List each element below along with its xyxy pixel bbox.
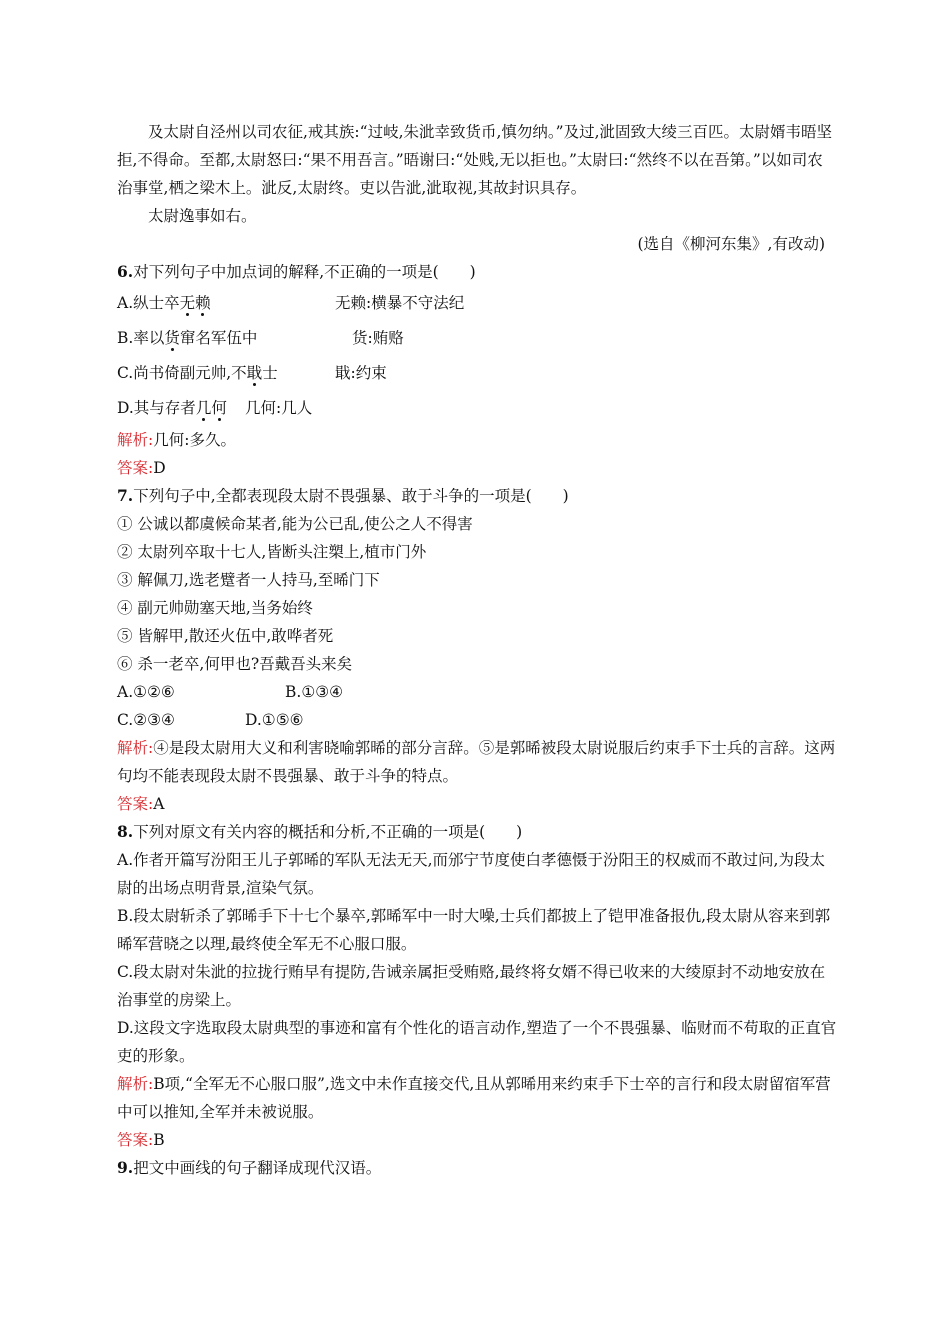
q6-option-b-dotted	[164, 329, 180, 347]
q6-answer-label: 答案:	[117, 459, 154, 477]
q6-option-a-text: A.纵士卒	[117, 294, 180, 312]
q6-analysis-label: 解析:	[117, 431, 154, 449]
q7-analysis-label: 解析:	[117, 739, 154, 757]
q8-analysis-text: B项,“全军无不心服口服”,选文中未作直接交代,且从郭晞用来约束手下士卒的言行和段太尉留宿军营中可以推知,全军并未被说服。	[117, 1075, 831, 1121]
q6-option-b	[117, 321, 837, 356]
q6-option-d-dotted	[196, 399, 227, 417]
q6-option-d	[117, 391, 837, 426]
q6-analysis	[117, 426, 837, 454]
q7-answer	[117, 790, 837, 818]
q6-analysis-text: 几何:多久。	[153, 431, 236, 449]
q8-answer-value: B	[153, 1131, 165, 1149]
q6-option-c	[117, 356, 837, 391]
q7-analysis	[117, 734, 837, 790]
q6-answer	[117, 454, 837, 482]
document-page	[117, 118, 837, 1182]
q7-options-cd	[117, 706, 837, 734]
q7-item-5: ⑤ 皆解甲,散还火伍中,敢哗者死	[117, 627, 334, 645]
q7-option-c: C.②③④	[117, 711, 175, 729]
q6-option-d-gloss: 几何:几人	[245, 399, 313, 417]
question-7-text: 下列句子中,全都表现段太尉不畏强暴、敢于斗争的一项是( )	[133, 487, 569, 505]
q6-option-b-gloss: 货:贿赂	[352, 329, 404, 347]
q7-answer-value: A	[153, 795, 165, 813]
question-9-number: 9.	[117, 1158, 134, 1177]
q6-option-c-post: 士	[262, 364, 278, 382]
emphasis-dot-char: 戢	[246, 364, 263, 382]
q7-item-4: ④ 副元帅勋塞天地,当务始终	[117, 599, 313, 617]
question-6-number: 6.	[117, 262, 134, 281]
emphasis-dot-char: 几	[195, 399, 212, 417]
q6-option-b-post: 窜名军伍中	[179, 329, 258, 347]
q6-option-d-text: D.其与存者	[117, 399, 196, 417]
q7-item-1: ① 公诚以都虞候命某者,能为公已乱,使公之人不得害	[117, 515, 473, 533]
question-6-text: 对下列句子中加点词的解释,不正确的一项是( )	[133, 263, 476, 281]
emphasis-dot-char: 无	[179, 294, 196, 312]
q7-option-a: A.①②⑥	[117, 683, 175, 701]
q8-option-b: B.段太尉斩杀了郭晞手下十七个暴卒,郭晞军中一时大噪,士兵们都披上了铠甲准备报仇,段太尉从容来到郭晞军营晓之以理,最终使全军无不心服口服。	[117, 907, 831, 953]
q8-analysis-label: 解析:	[117, 1075, 154, 1093]
q6-option-a	[117, 286, 837, 321]
question-8-stem	[117, 818, 837, 846]
q6-option-a-gloss: 无赖:横暴不守法纪	[335, 294, 465, 312]
passage-paragraph-1: 及太尉自泾州以司农征,戒其族:“过岐,朱泚幸致货币,慎勿纳。”及过,泚固致大绫三百匹。太尉婿韦晤坚拒,不得命。至都,太尉怒曰:“果不用吾言。”晤谢曰:“处贱,无以拒也。”太尉曰:“然终不以在吾第。”以如司农治事堂,栖之梁木上。泚反,太尉终。吏以告泚,泚取视,其故封识具存。	[117, 123, 833, 197]
q6-option-a-dotted	[180, 294, 211, 312]
q7-option-d: D.①⑤⑥	[245, 711, 304, 729]
q7-item-3: ③ 解佩刀,选老躄者一人持马,至晞门下	[117, 571, 380, 589]
emphasis-dot-char: 赖	[195, 294, 211, 312]
q8-option-c: C.段太尉对朱泚的拉拢行贿早有提防,告诫亲属拒受贿赂,最终将女婿不得已收来的大绫原封不动地安放在治事堂的房梁上。	[117, 963, 826, 1009]
q8-analysis	[117, 1070, 837, 1126]
passage-source: (选自《柳河东集》,有改动)	[637, 235, 825, 253]
q7-option-b: B.①③④	[285, 683, 344, 701]
question-9-text: 把文中画线的句子翻译成现代汉语。	[133, 1159, 382, 1177]
q8-answer	[117, 1126, 837, 1154]
q7-answer-label: 答案:	[117, 795, 154, 813]
q7-item-6: ⑥ 杀一老卒,何甲也?吾戴吾头来矣	[117, 655, 353, 673]
q7-item-2: ② 太尉列卒取十七人,皆断头注槊上,植市门外	[117, 543, 427, 561]
q8-answer-label: 答案:	[117, 1131, 154, 1149]
q8-option-d: D.这段文字选取段太尉典型的事迹和富有个性化的语言动作,塑造了一个不畏强暴、临财而不苟取的正直官吏的形象。	[117, 1019, 837, 1065]
question-8-number: 8.	[117, 822, 134, 841]
q6-option-c-text: C.尚书倚副元帅,不	[117, 364, 247, 382]
q6-option-c-dotted	[247, 364, 263, 382]
emphasis-dot-char: 货	[164, 329, 180, 347]
passage-paragraph-2: 太尉逸事如右。	[148, 207, 257, 225]
q6-option-c-gloss: 戢:约束	[335, 364, 387, 382]
question-8-text: 下列对原文有关内容的概括和分析,不正确的一项是( )	[133, 823, 523, 841]
q7-analysis-text: ④是段太尉用大义和利害晓喻郭晞的部分言辞。⑤是郭晞被段太尉说服后约束手下士兵的言辞。这两句均不能表现段太尉不畏强暴、敢于斗争的特点。	[117, 739, 836, 785]
q7-options-ab	[117, 678, 837, 706]
q6-option-b-text: B.率以	[117, 329, 165, 347]
emphasis-dot-char: 何	[211, 399, 227, 417]
question-9-stem	[117, 1154, 837, 1182]
question-6-stem	[117, 258, 837, 286]
question-7-number: 7.	[117, 486, 134, 505]
q8-option-a: A.作者开篇写汾阳王儿子郭晞的军队无法无天,而邠宁节度使白孝德慑于汾阳王的权威而不敢过问,为段太尉的出场点明背景,渲染气氛。	[117, 851, 825, 897]
q6-answer-value: D	[153, 459, 166, 477]
question-7-stem	[117, 482, 837, 510]
